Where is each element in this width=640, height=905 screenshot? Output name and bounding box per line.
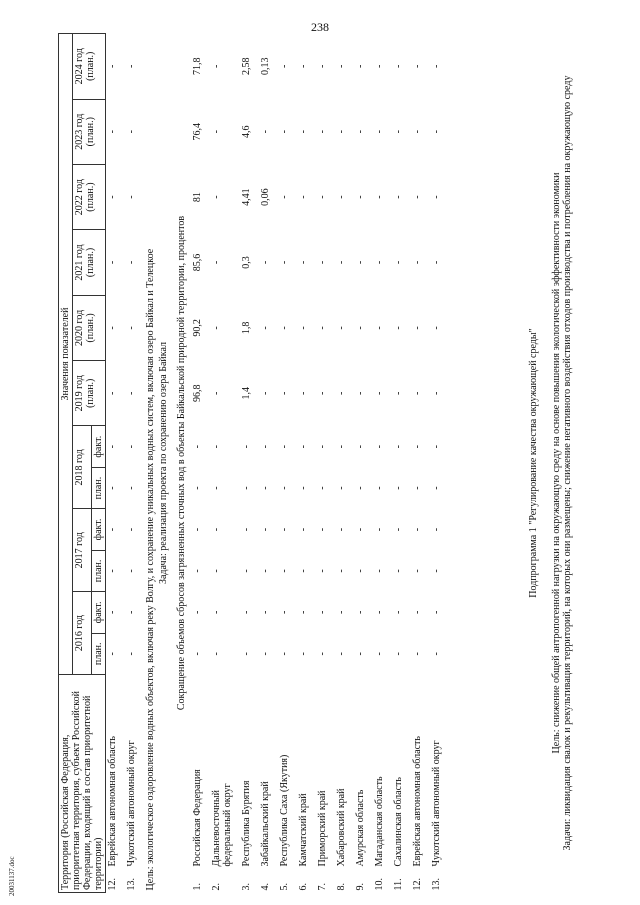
value-cell: - bbox=[412, 486, 423, 490]
value-cell: - bbox=[211, 445, 222, 449]
value-cell: - bbox=[279, 486, 290, 490]
value-cell: - bbox=[260, 445, 271, 449]
value-cell: - bbox=[241, 610, 252, 615]
value-cell: - bbox=[317, 64, 328, 68]
value-cell: - bbox=[317, 195, 328, 199]
row-number: 4. bbox=[260, 883, 271, 891]
value-cell: - bbox=[107, 64, 118, 68]
goal-text: Цель: экологическое оздоровление водных объектов, включая реку Волгу, и сохранение уникальных водных систем, включая озеро Байкал и Телецкое bbox=[145, 248, 156, 891]
value-cell: - bbox=[374, 486, 385, 490]
value-cell: - bbox=[336, 326, 347, 330]
value-cell: - bbox=[431, 195, 442, 199]
value-cell: - bbox=[126, 445, 137, 449]
year-2021-header: 2021 год (план.) bbox=[73, 230, 106, 295]
value-cell: - bbox=[279, 527, 290, 532]
value-cell: - bbox=[431, 486, 442, 490]
value-cell: 0,3 bbox=[241, 256, 252, 269]
row-number: 3. bbox=[241, 883, 252, 891]
value-cell: - bbox=[336, 486, 347, 490]
value-cell: - bbox=[412, 391, 423, 395]
value-cell: - bbox=[374, 391, 385, 395]
value-cell: - bbox=[192, 569, 203, 573]
value-cell: - bbox=[317, 610, 328, 615]
value-cell: - bbox=[355, 445, 366, 449]
subprogram-section bbox=[528, 33, 573, 893]
value-cell: - bbox=[431, 569, 442, 573]
row-number: 12. bbox=[412, 878, 423, 891]
value-cell: 96,8 bbox=[192, 384, 203, 403]
value-cell: - bbox=[126, 527, 137, 532]
row-number: 2. bbox=[211, 883, 222, 891]
indicator-row bbox=[170, 34, 191, 893]
value-cell: - bbox=[107, 326, 118, 330]
value-cell: - bbox=[279, 445, 290, 449]
table-row bbox=[210, 34, 240, 893]
value-cell: - bbox=[126, 569, 137, 573]
value-cell: - bbox=[279, 391, 290, 395]
value-cell: - bbox=[393, 569, 404, 573]
fact-2017-header: факт. bbox=[92, 509, 106, 550]
value-cell: - bbox=[355, 569, 366, 573]
value-cell: - bbox=[211, 569, 222, 573]
value-cell: - bbox=[260, 486, 271, 490]
value-cell: - bbox=[211, 130, 222, 134]
value-cell: - bbox=[431, 260, 442, 265]
value-cell: - bbox=[126, 326, 137, 330]
value-cell: - bbox=[107, 652, 118, 656]
value-cell: - bbox=[298, 391, 309, 395]
value-cell: - bbox=[374, 445, 385, 449]
value-cell: - bbox=[317, 569, 328, 573]
table-row bbox=[373, 34, 392, 893]
value-cell: - bbox=[192, 445, 203, 449]
value-cell: - bbox=[279, 569, 290, 573]
year-2024-header: 2024 год (план.) bbox=[73, 34, 106, 100]
value-cell: - bbox=[279, 130, 290, 134]
value-cell: - bbox=[260, 391, 271, 395]
value-cell: 1,8 bbox=[241, 321, 252, 335]
row-territory: Камчатский край bbox=[298, 793, 309, 867]
value-cell: - bbox=[374, 64, 385, 68]
value-cell: - bbox=[298, 260, 309, 265]
value-cell: - bbox=[107, 260, 118, 265]
value-cell: - bbox=[211, 652, 222, 656]
value-cell: 2,58 bbox=[241, 57, 252, 76]
value-cell: 0,13 bbox=[260, 57, 271, 76]
value-cell: - bbox=[126, 610, 137, 615]
task-row bbox=[157, 34, 170, 893]
value-cell: - bbox=[192, 652, 203, 656]
value-cell: 4,41 bbox=[241, 188, 252, 206]
value-cell: - bbox=[431, 64, 442, 68]
value-cell: - bbox=[126, 195, 137, 199]
value-cell: - bbox=[412, 610, 423, 615]
row-territory: Республика Бурятия bbox=[241, 780, 252, 867]
subprogram-goal: Цель: снижение общей антропогенной нагрузки на окружающую среду на основе повышения экологической эффективности экономики bbox=[551, 172, 562, 754]
value-cell: - bbox=[211, 326, 222, 330]
page-number: 238 bbox=[311, 20, 329, 34]
value-cell: - bbox=[211, 610, 222, 615]
value-cell: - bbox=[317, 445, 328, 449]
value-cell: - bbox=[431, 130, 442, 134]
table-row bbox=[106, 34, 126, 893]
value-cell: - bbox=[211, 195, 222, 199]
value-cell: 4,6 bbox=[241, 125, 252, 138]
value-cell: - bbox=[374, 326, 385, 330]
year-2018-header: 2018 год bbox=[73, 426, 92, 509]
value-cell: - bbox=[260, 569, 271, 573]
row-number: 6. bbox=[298, 883, 309, 891]
value-cell: - bbox=[355, 195, 366, 199]
value-cell: - bbox=[298, 130, 309, 134]
value-cell: - bbox=[241, 569, 252, 573]
value-cell: - bbox=[298, 652, 309, 656]
value-cell: - bbox=[126, 391, 137, 395]
value-cell: - bbox=[241, 486, 252, 490]
table-row bbox=[297, 34, 316, 893]
goal-row bbox=[144, 34, 157, 893]
value-cell: - bbox=[355, 486, 366, 490]
value-cell: - bbox=[393, 195, 404, 199]
table-row bbox=[125, 34, 144, 893]
value-cell: - bbox=[336, 527, 347, 532]
row-number: 10. bbox=[374, 878, 385, 891]
value-cell: - bbox=[412, 64, 423, 68]
row-territory: Еврейская автономная область bbox=[107, 736, 118, 867]
value-cell: - bbox=[355, 527, 366, 532]
value-cell: - bbox=[107, 610, 118, 615]
value-cell: - bbox=[431, 610, 442, 615]
value-cell: - bbox=[336, 64, 347, 68]
value-cell: - bbox=[393, 652, 404, 656]
value-cell: - bbox=[279, 64, 290, 68]
table-row bbox=[354, 34, 373, 893]
fact-2016-header: факт. bbox=[92, 592, 106, 633]
value-cell: - bbox=[393, 130, 404, 134]
value-cell: - bbox=[107, 195, 118, 199]
value-cell: 76,4 bbox=[192, 122, 203, 141]
value-cell: - bbox=[211, 260, 222, 265]
row-territory: Чукотский автономный округ bbox=[126, 740, 137, 867]
value-cell: - bbox=[393, 391, 404, 395]
indicators-table bbox=[58, 33, 449, 893]
value-cell: - bbox=[279, 610, 290, 615]
value-cell: - bbox=[260, 610, 271, 615]
row-number: 5. bbox=[279, 883, 290, 891]
value-cell: - bbox=[192, 610, 203, 615]
value-cell: - bbox=[317, 527, 328, 532]
value-cell: 71,8 bbox=[192, 57, 203, 76]
value-cell: - bbox=[336, 260, 347, 265]
value-cell: - bbox=[412, 130, 423, 134]
territory-header: Территория (Российская Федерация, приоритетная территория, субъект Российской Федерации, входящий в состав приоритетной территории) bbox=[59, 675, 106, 893]
row-territory: Амурская область bbox=[355, 789, 366, 867]
value-cell: - bbox=[317, 652, 328, 656]
value-cell: - bbox=[241, 445, 252, 449]
value-cell: - bbox=[393, 445, 404, 449]
value-cell: - bbox=[412, 652, 423, 656]
value-cell: - bbox=[336, 652, 347, 656]
table-row bbox=[240, 34, 259, 893]
value-cell: - bbox=[298, 527, 309, 532]
table-header bbox=[59, 34, 106, 893]
value-cell: - bbox=[355, 260, 366, 265]
value-cell: - bbox=[298, 610, 309, 615]
row-number: 11. bbox=[393, 878, 404, 891]
value-cell: - bbox=[279, 195, 290, 199]
value-cell: - bbox=[374, 610, 385, 615]
row-number: 13. bbox=[126, 878, 137, 891]
task-text: Задача: реализация проекта по сохранению озера Байкал bbox=[158, 341, 169, 585]
value-cell: - bbox=[260, 326, 271, 330]
table-row bbox=[278, 34, 297, 893]
value-cell: 85,6 bbox=[192, 253, 203, 272]
value-cell: 0,06 bbox=[260, 188, 271, 206]
row-number: 8. bbox=[336, 883, 347, 891]
year-2019-header: 2019 год (план.) bbox=[73, 361, 106, 426]
value-cell: - bbox=[298, 445, 309, 449]
footer-code: 20031137.doc bbox=[8, 856, 16, 896]
value-cell: - bbox=[260, 527, 271, 532]
value-cell: - bbox=[393, 610, 404, 615]
plan-2018-header: план. bbox=[92, 467, 106, 508]
plan-2016-header: план. bbox=[92, 633, 106, 674]
value-cell: - bbox=[298, 486, 309, 490]
row-territory: Российская Федерация bbox=[192, 769, 203, 867]
value-cell: 1,4 bbox=[241, 387, 252, 400]
value-cell: - bbox=[241, 527, 252, 532]
table-row bbox=[392, 34, 411, 893]
value-cell: - bbox=[317, 326, 328, 330]
table-row bbox=[430, 34, 449, 893]
value-cell: - bbox=[211, 527, 222, 532]
value-cell: - bbox=[393, 260, 404, 265]
year-2017-header: 2017 год bbox=[73, 509, 92, 592]
value-cell: - bbox=[431, 391, 442, 395]
value-cell: - bbox=[336, 445, 347, 449]
value-cell: - bbox=[211, 391, 222, 395]
year-2022-header: 2022 год (план.) bbox=[73, 164, 106, 229]
table-row bbox=[316, 34, 335, 893]
value-cell: - bbox=[374, 652, 385, 656]
subprogram-title: Подпрограмма 1 "Регулирование качества окружающей среды" bbox=[528, 328, 539, 598]
value-cell: - bbox=[336, 195, 347, 199]
value-cell: - bbox=[336, 130, 347, 134]
fact-2018-header: факт. bbox=[92, 426, 106, 467]
row-territory: Дальневосточный федеральный округ bbox=[211, 783, 233, 867]
value-cell: - bbox=[317, 391, 328, 395]
value-cell: - bbox=[317, 486, 328, 490]
value-cell: - bbox=[126, 260, 137, 265]
value-cell: - bbox=[374, 569, 385, 573]
value-cell: - bbox=[126, 130, 137, 134]
value-cell: - bbox=[279, 326, 290, 330]
value-cell: - bbox=[412, 445, 423, 449]
values-group-header: Значения показателей bbox=[59, 34, 73, 675]
value-cell: - bbox=[192, 486, 203, 490]
value-cell: - bbox=[355, 130, 366, 134]
value-cell: - bbox=[260, 260, 271, 265]
row-territory: Хабаровский край bbox=[336, 788, 347, 867]
value-cell: - bbox=[412, 195, 423, 199]
value-cell: - bbox=[355, 391, 366, 395]
value-cell: - bbox=[374, 260, 385, 265]
value-cell: - bbox=[412, 260, 423, 265]
table-row bbox=[335, 34, 354, 893]
row-number: 13. bbox=[431, 878, 442, 891]
table-row bbox=[411, 34, 430, 893]
value-cell: - bbox=[298, 195, 309, 199]
row-number: 1. bbox=[192, 883, 203, 891]
value-cell: - bbox=[374, 130, 385, 134]
value-cell: - bbox=[126, 64, 137, 68]
value-cell: - bbox=[211, 64, 222, 68]
value-cell: - bbox=[260, 652, 271, 656]
value-cell: - bbox=[317, 260, 328, 265]
row-territory: Забайкальский край bbox=[260, 781, 271, 867]
value-cell: - bbox=[393, 527, 404, 532]
value-cell: - bbox=[211, 486, 222, 490]
value-cell: 90,2 bbox=[192, 319, 203, 337]
row-number: 7. bbox=[317, 883, 328, 891]
value-cell: - bbox=[355, 610, 366, 615]
row-territory: Магаданская область bbox=[374, 776, 385, 867]
subprogram-task: Задачи: ликвидация свалок и рекультивация территорий, на которых они размещены; снижение негативного воздействия отходов производства и потребления на окружающую среду bbox=[562, 75, 573, 851]
value-cell: - bbox=[412, 569, 423, 573]
value-cell: - bbox=[107, 130, 118, 134]
value-cell: - bbox=[317, 130, 328, 134]
value-cell: - bbox=[431, 652, 442, 656]
value-cell: - bbox=[355, 652, 366, 656]
table-row bbox=[191, 34, 210, 893]
value-cell: - bbox=[260, 130, 271, 134]
value-cell: - bbox=[192, 527, 203, 532]
value-cell: - bbox=[126, 652, 137, 656]
value-cell: - bbox=[355, 64, 366, 68]
row-territory: Чукотский автономный округ bbox=[431, 740, 442, 867]
value-cell: - bbox=[107, 486, 118, 490]
value-cell: - bbox=[336, 610, 347, 615]
value-cell: - bbox=[279, 260, 290, 265]
value-cell: - bbox=[107, 527, 118, 532]
year-2016-header: 2016 год bbox=[73, 592, 92, 675]
value-cell: - bbox=[355, 326, 366, 330]
value-cell: - bbox=[107, 391, 118, 395]
value-cell: - bbox=[431, 326, 442, 330]
value-cell: - bbox=[374, 195, 385, 199]
value-cell: - bbox=[431, 445, 442, 449]
row-territory: Приморский край bbox=[317, 790, 328, 867]
value-cell: - bbox=[298, 64, 309, 68]
value-cell: - bbox=[393, 486, 404, 490]
value-cell: - bbox=[298, 569, 309, 573]
value-cell: - bbox=[412, 326, 423, 330]
value-cell: - bbox=[279, 652, 290, 656]
row-number: 9. bbox=[355, 883, 366, 891]
value-cell: - bbox=[107, 569, 118, 573]
value-cell: - bbox=[412, 527, 423, 532]
value-cell: 81 bbox=[192, 192, 203, 203]
row-territory: Республика Саха (Якутия) bbox=[279, 754, 290, 867]
value-cell: - bbox=[374, 527, 385, 532]
value-cell: - bbox=[336, 569, 347, 573]
year-2023-header: 2023 год (план.) bbox=[73, 99, 106, 164]
table-row bbox=[259, 34, 278, 893]
row-number: 12. bbox=[107, 878, 118, 891]
value-cell: - bbox=[107, 445, 118, 449]
value-cell: - bbox=[393, 326, 404, 330]
value-cell: - bbox=[336, 391, 347, 395]
value-cell: - bbox=[393, 64, 404, 68]
indicator-text: Сокращение объемов сбросов загрязненных сточных вод в объекты Байкальской природной территории, процентов bbox=[176, 215, 187, 711]
row-territory: Сахалинская область bbox=[393, 777, 404, 867]
year-2020-header: 2020 год (план.) bbox=[73, 295, 106, 360]
plan-2017-header: план. bbox=[92, 550, 106, 591]
rotated-page-content bbox=[58, 33, 638, 893]
value-cell: - bbox=[241, 652, 252, 656]
value-cell: - bbox=[431, 527, 442, 532]
value-cell: - bbox=[298, 326, 309, 330]
row-territory: Еврейская автономная область bbox=[412, 736, 423, 867]
value-cell: - bbox=[126, 486, 137, 490]
